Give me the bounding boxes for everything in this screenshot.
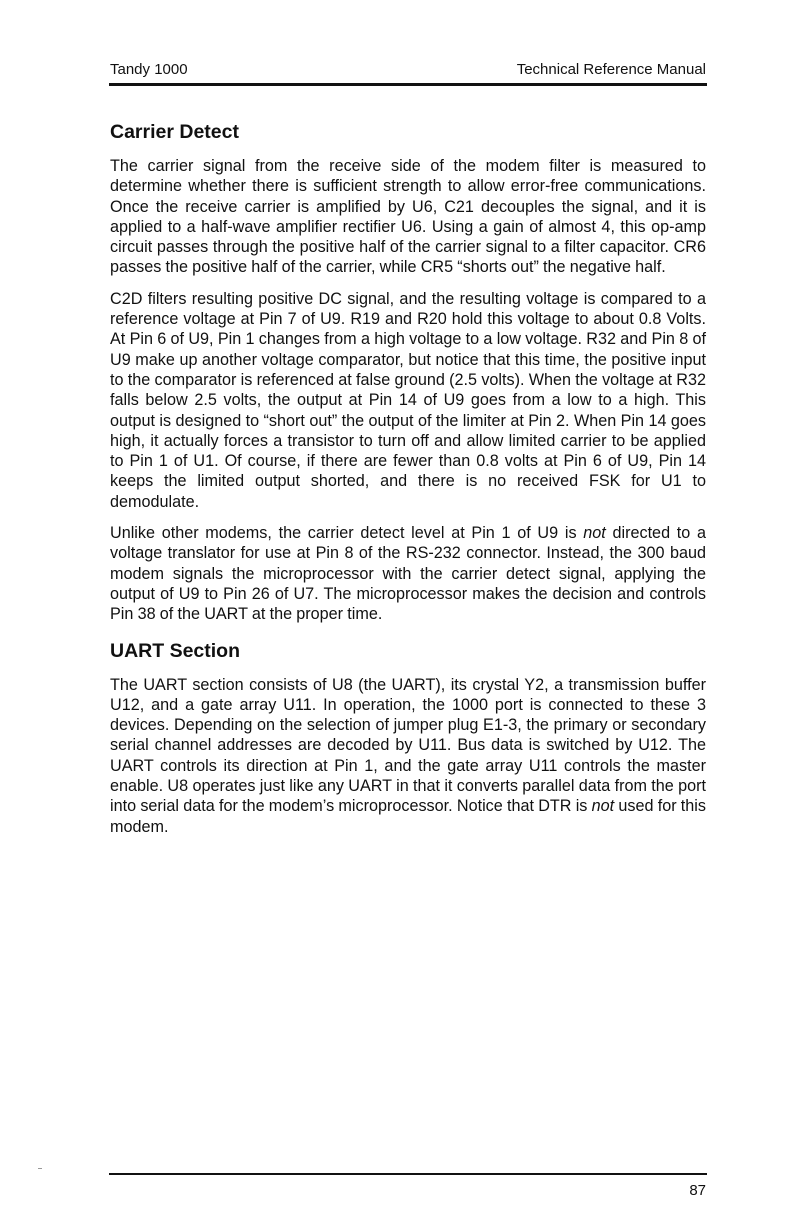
emphasis-not: not [583,524,606,543]
paragraph-c2d-filter: C2D filters resulting positive DC signal, and the resulting voltage is compared to a reference voltage at Pin 7 of U9. R19 and R20 hold this voltage to about 0.8 Volts. At Pin 6 of U9, Pin 1 changes from a high voltage to a low voltage. R32 and Pin 8 of U9 make up another voltage comparator, but notice that this time, the positive input to the comparator is referenced at false ground (2.5 volts). When the voltage at R32 falls below 2.5 volts, the output at Pin 14 of U9 goes from a low to a high. This output is designed to “short out” the output of the limiter at Pin 2. When Pin 14 goes high, it actually forces a transistor to turn off and allow limited carrier to be applied to Pin 1 of U1. Of course, if there are fewer than 0.8 volts at Pin 6 of U9, Pin 14 keeps the limited output shorted, and there is no received FSK for U1 to demodulate. [110,289,706,511]
paragraph-carrier-signal: The carrier signal from the receive side of the modem filter is measured to determine whether there is sufficient strength to allow error-free communications. Once the receive carrier is amplified by U6, C21 decouples the signal, and it is applied to a half-wave amplifier rectifier U6. Using a gain of almost 4, this op-amp circuit passes through the positive half of the carrier signal to a filter capacitor. CR6 passes the positive half of the carrier, while CR5 “shorts out” the negative half. [110,157,706,277]
header-rule [109,83,707,86]
paragraph-text-after: used for this modem. [110,797,706,836]
page-body [110,118,706,848]
header-manual-title: Technical Reference Manual [516,61,706,78]
section-heading-uart-section: UART Section [110,639,241,662]
paragraph-text-before: Unlike other modems, the carrier detect level at Pin 1 of U9 is [110,524,584,543]
header-product-title: Tandy 1000 [110,61,188,78]
section-heading-carrier-detect: Carrier Detect [110,121,239,143]
margin-mark [38,1168,42,1169]
paragraph-text-after: directed to a voltage translator for use at Pin 8 of the RS-232 connector. Instead, the 300 baud modem signals the microprocessor with the carrier detect signal, applying the output of U9 to Pin 26 of U7. The microprocessor makes the decision and controls Pin 38 of the UART at the proper time. [110,524,706,624]
paragraph-unlike-other-modems [110,523,706,624]
footer-rule [109,1173,707,1175]
page-number: 87 [689,1182,706,1199]
emphasis-not: not [591,797,615,816]
page-header [110,60,706,82]
paragraph-uart-section [110,675,706,837]
paragraph-text-before: The UART section consists of U8 (the UART), its crystal Y2, a transmission buffer U12, and a gate array U11. In operation, the 1000 port is connected to these 3 devices. Depending on the selection of jumper plug E1-3, the primary or secondary serial channel addresses are decoded by U11. Bus data is switched by U12. The UART controls its direction at Pin 1, and the gate array U11 controls the master enable. U8 operates just like any UART in that it converts parallel data from the port into serial data for the modem’s microprocessor. Notice that DTR is [110,675,706,816]
